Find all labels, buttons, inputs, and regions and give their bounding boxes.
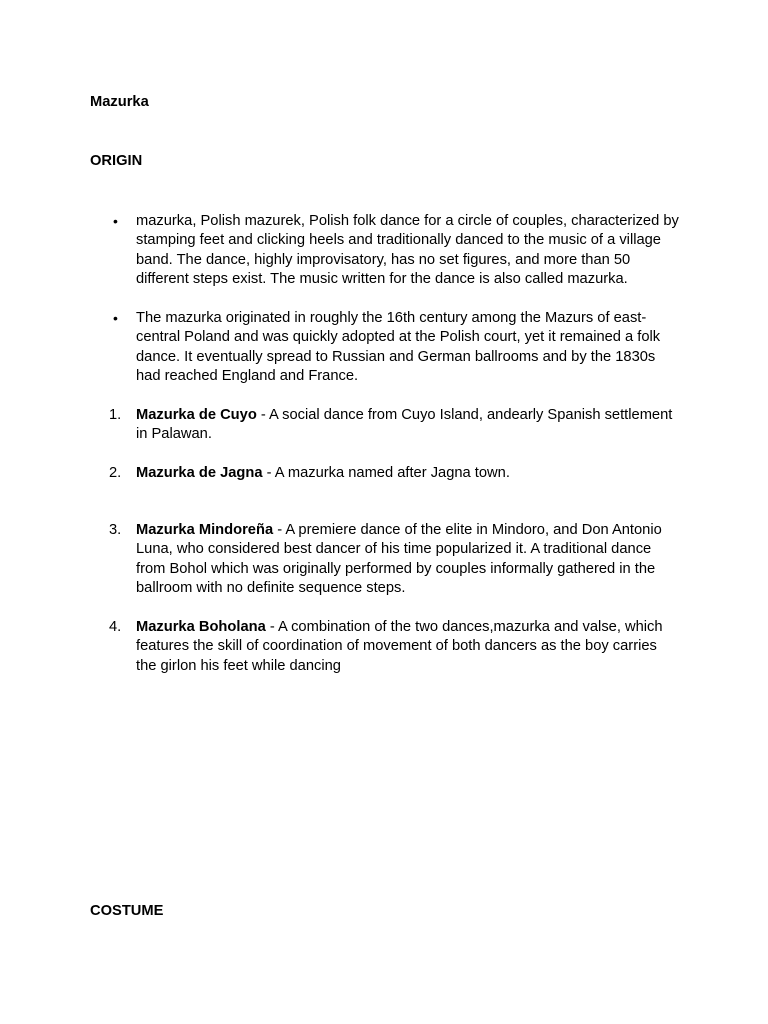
- number-marker: 3.: [109, 522, 122, 538]
- bullet-item-1: [113, 212, 681, 290]
- item-description: - A mazurka named after Jagna town.: [262, 465, 510, 481]
- document-title: Mazurka: [90, 94, 149, 110]
- numbered-item-3: [109, 521, 681, 599]
- bullet-item-2: [113, 309, 681, 387]
- item-term: Mazurka de Cuyo: [136, 407, 257, 423]
- numbered-item-4: [109, 618, 681, 676]
- item-term: Mazurka de Jagna: [136, 465, 263, 481]
- item-description: - A combination of the two dances,mazurka and valse, which features the skill of coordination of movement of both dancers as the boy carries the girlon his feet while dancing: [136, 619, 663, 674]
- item-term: Mazurka Mindoreña: [136, 522, 274, 538]
- bullet-text: The mazurka originated in roughly the 16th century among the Mazurs of east-central Poland and was quickly adopted at the Polish court, yet it remained a folk dance. It eventually spread to Russian and German ballrooms and by the 1830s had reached England and France.: [136, 310, 661, 385]
- item-term: Mazurka Boholana: [136, 619, 266, 635]
- origin-heading: ORIGIN: [90, 153, 143, 169]
- numbered-item-2: [109, 464, 681, 483]
- numbered-item-1: [109, 406, 681, 445]
- number-marker: 2.: [109, 465, 122, 481]
- number-marker: 1.: [109, 407, 122, 423]
- bullet-marker: •: [113, 213, 118, 229]
- bullet-text: mazurka, Polish mazurek, Polish folk dance for a circle of couples, characterized by stamping feet and clicking heels and traditionally danced to the music of a village band. The dance, highly improvisatory, has no set figures, and more than 50 different steps exist. The music written for the dance is also called mazurka.: [136, 213, 679, 288]
- costume-heading: COSTUME: [90, 903, 164, 919]
- bullet-marker: •: [113, 310, 118, 326]
- item-description: - A social dance from Cuyo Island, andearly Spanish settlement in Palawan.: [136, 407, 673, 443]
- item-description: - A premiere dance of the elite in Mindoro, and Don Antonio Luna, who considered best dancer of his time popularized it. A traditional dance from Bohol which was originally performed by couples informally gathered in the ballroom with no definite sequence steps.: [136, 522, 662, 597]
- number-marker: 4.: [109, 619, 122, 635]
